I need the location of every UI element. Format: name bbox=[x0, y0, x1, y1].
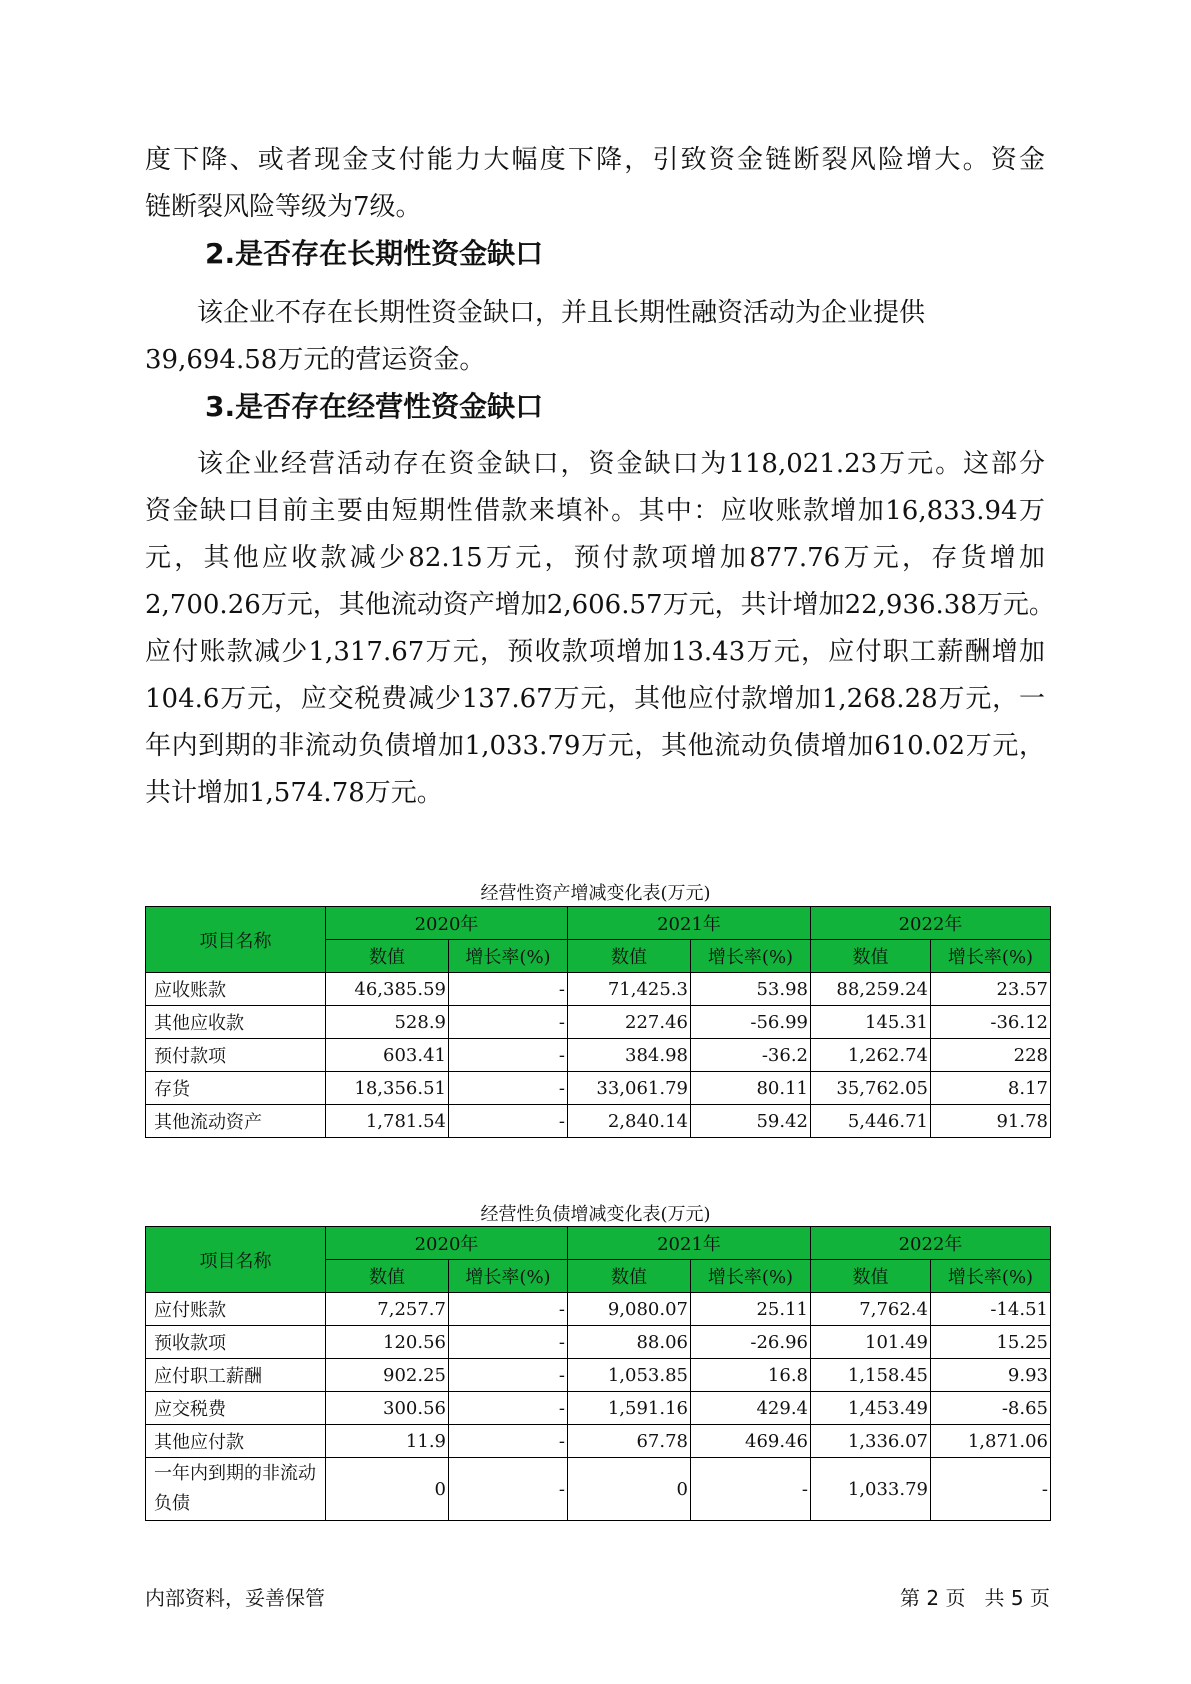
cell-value: 9,080.07 bbox=[568, 1293, 691, 1326]
cell-value: 46,385.59 bbox=[326, 973, 449, 1006]
header-growth-rate: 增长率(%) bbox=[931, 940, 1051, 973]
cell-growth-rate: - bbox=[449, 973, 568, 1006]
cell-growth-rate: 16.8 bbox=[691, 1359, 811, 1392]
cell-growth-rate: - bbox=[449, 1105, 568, 1138]
text-line: 链断裂风险等级为7级。 bbox=[145, 192, 422, 222]
cell-value: 2,840.14 bbox=[568, 1105, 691, 1138]
row-item-name: 应交税费 bbox=[146, 1392, 326, 1425]
header-value: 数值 bbox=[811, 1260, 931, 1293]
paragraph-operating-gap bbox=[145, 441, 1055, 817]
cell-value: 67.78 bbox=[568, 1425, 691, 1458]
cell-value: 33,061.79 bbox=[568, 1072, 691, 1105]
cell-value: 0 bbox=[326, 1458, 449, 1521]
header-year: 2022年 bbox=[811, 1227, 1051, 1260]
text-line: 2,700.26万元，其他流动资产增加2,606.57万元，共计增加22,936.38万元。 bbox=[145, 590, 1055, 620]
header-year: 2021年 bbox=[568, 1227, 811, 1260]
cell-growth-rate: 1,871.06 bbox=[931, 1425, 1051, 1458]
paragraph-risk-summary bbox=[145, 137, 1045, 231]
table-row bbox=[146, 1293, 1051, 1326]
header-value: 数值 bbox=[811, 940, 931, 973]
cell-value: 5,446.71 bbox=[811, 1105, 931, 1138]
cell-value: 120.56 bbox=[326, 1326, 449, 1359]
cell-growth-rate: - bbox=[449, 1359, 568, 1392]
cell-value: 1,033.79 bbox=[811, 1458, 931, 1521]
cell-value: 1,453.49 bbox=[811, 1392, 931, 1425]
cell-growth-rate: - bbox=[449, 1293, 568, 1326]
cell-growth-rate: - bbox=[691, 1458, 811, 1521]
cell-growth-rate: -36.12 bbox=[931, 1006, 1051, 1039]
table-header-row bbox=[146, 907, 1051, 940]
cell-value: 1,262.74 bbox=[811, 1039, 931, 1072]
cell-growth-rate: 53.98 bbox=[691, 973, 811, 1006]
header-item-name: 项目名称 bbox=[146, 1227, 326, 1293]
cell-growth-rate: 91.78 bbox=[931, 1105, 1051, 1138]
cell-growth-rate: - bbox=[449, 1326, 568, 1359]
text-line: 年内到期的非流动负债增加1,033.79万元，其他流动负债增加610.02万元， bbox=[145, 731, 1045, 761]
cell-growth-rate: - bbox=[449, 1392, 568, 1425]
table-operating-assets bbox=[145, 906, 1051, 1138]
cell-growth-rate: -26.96 bbox=[691, 1326, 811, 1359]
header-value: 数值 bbox=[326, 940, 449, 973]
row-item-name: 其他应收款 bbox=[146, 1006, 326, 1039]
cell-value: 603.41 bbox=[326, 1039, 449, 1072]
cell-value: 18,356.51 bbox=[326, 1072, 449, 1105]
row-item-name: 其他应付款 bbox=[146, 1425, 326, 1458]
section-heading-long-term-gap: 2.是否存在长期性资金缺口 bbox=[205, 237, 544, 270]
cell-value: 88.06 bbox=[568, 1326, 691, 1359]
section-heading-operating-gap: 3.是否存在经营性资金缺口 bbox=[205, 390, 544, 423]
header-value: 数值 bbox=[568, 1260, 691, 1293]
header-item-name: 项目名称 bbox=[146, 907, 326, 973]
header-growth-rate: 增长率(%) bbox=[931, 1260, 1051, 1293]
cell-value: 1,053.85 bbox=[568, 1359, 691, 1392]
text-line: 该企业经营活动存在资金缺口，资金缺口为118,021.23万元。这部分 bbox=[197, 449, 1045, 479]
text-line: 应付账款减少1,317.67万元，预收款项增加13.43万元，应付职工薪酬增加 bbox=[145, 637, 1045, 667]
cell-value: 902.25 bbox=[326, 1359, 449, 1392]
table-row bbox=[146, 1006, 1051, 1039]
text-line: 元，其他应收款减少82.15万元，预付款项增加877.76万元，存货增加 bbox=[145, 543, 1045, 573]
header-value: 数值 bbox=[568, 940, 691, 973]
cell-value: 145.31 bbox=[811, 1006, 931, 1039]
header-year: 2020年 bbox=[326, 1227, 568, 1260]
text-line: 度下降、或者现金支付能力大幅度下降，引致资金链断裂风险增大。资金 bbox=[145, 145, 1045, 175]
footer-confidential-note: 内部资料，妥善保管 bbox=[145, 1586, 325, 1610]
row-item-name: 应付职工薪酬 bbox=[146, 1359, 326, 1392]
cell-value: 227.46 bbox=[568, 1006, 691, 1039]
cell-growth-rate: 228 bbox=[931, 1039, 1051, 1072]
header-growth-rate: 增长率(%) bbox=[691, 1260, 811, 1293]
row-item-name: 应收账款 bbox=[146, 973, 326, 1006]
cell-value: 1,336.07 bbox=[811, 1425, 931, 1458]
table-row bbox=[146, 973, 1051, 1006]
header-growth-rate: 增长率(%) bbox=[449, 940, 568, 973]
cell-value: 88,259.24 bbox=[811, 973, 931, 1006]
cell-growth-rate: 469.46 bbox=[691, 1425, 811, 1458]
row-item-name: 预收款项 bbox=[146, 1326, 326, 1359]
footer-page-number: 第 2 页 共 5 页 bbox=[900, 1586, 1050, 1610]
table-row bbox=[146, 1359, 1051, 1392]
header-growth-rate: 增长率(%) bbox=[691, 940, 811, 973]
cell-value: 7,762.4 bbox=[811, 1293, 931, 1326]
cell-growth-rate: - bbox=[449, 1039, 568, 1072]
cell-growth-rate: - bbox=[449, 1425, 568, 1458]
cell-value: 1,781.54 bbox=[326, 1105, 449, 1138]
cell-growth-rate: - bbox=[931, 1458, 1051, 1521]
cell-value: 384.98 bbox=[568, 1039, 691, 1072]
header-year: 2022年 bbox=[811, 907, 1051, 940]
text-line: 该企业不存在长期性资金缺口，并且长期性融资活动为企业提供 bbox=[197, 298, 926, 328]
cell-growth-rate: -36.2 bbox=[691, 1039, 811, 1072]
cell-growth-rate: -8.65 bbox=[931, 1392, 1051, 1425]
header-year: 2020年 bbox=[326, 907, 568, 940]
cell-growth-rate: 23.57 bbox=[931, 973, 1051, 1006]
cell-value: 528.9 bbox=[326, 1006, 449, 1039]
table-row bbox=[146, 1105, 1051, 1138]
row-item-name: 存货 bbox=[146, 1072, 326, 1105]
cell-growth-rate: 15.25 bbox=[931, 1326, 1051, 1359]
text-line: 共计增加1,574.78万元。 bbox=[145, 778, 443, 808]
cell-value: 7,257.7 bbox=[326, 1293, 449, 1326]
cell-value: 1,591.16 bbox=[568, 1392, 691, 1425]
row-item-name: 应付账款 bbox=[146, 1293, 326, 1326]
cell-growth-rate: - bbox=[449, 1458, 568, 1521]
header-value: 数值 bbox=[326, 1260, 449, 1293]
paragraph-long-term-gap bbox=[145, 290, 1045, 384]
cell-value: 35,762.05 bbox=[811, 1072, 931, 1105]
cell-value: 11.9 bbox=[326, 1425, 449, 1458]
table-row bbox=[146, 1425, 1051, 1458]
table-row bbox=[146, 1326, 1051, 1359]
table-caption-assets: 经营性资产增减变化表(万元) bbox=[480, 883, 711, 904]
cell-growth-rate: 25.11 bbox=[691, 1293, 811, 1326]
table-row bbox=[146, 1072, 1051, 1105]
cell-value: 101.49 bbox=[811, 1326, 931, 1359]
cell-value: 0 bbox=[568, 1458, 691, 1521]
cell-growth-rate: -56.99 bbox=[691, 1006, 811, 1039]
text-line: 资金缺口目前主要由短期性借款来填补。其中：应收账款增加16,833.94万 bbox=[145, 496, 1045, 526]
cell-value: 1,158.45 bbox=[811, 1359, 931, 1392]
header-growth-rate: 增长率(%) bbox=[449, 1260, 568, 1293]
cell-growth-rate: 80.11 bbox=[691, 1072, 811, 1105]
table-operating-liabilities bbox=[145, 1226, 1051, 1521]
cell-growth-rate: -14.51 bbox=[931, 1293, 1051, 1326]
row-item-name: 一年内到期的非流动负债 bbox=[146, 1458, 326, 1521]
table-row bbox=[146, 1039, 1051, 1072]
cell-growth-rate: 9.93 bbox=[931, 1359, 1051, 1392]
table-header-row bbox=[146, 1227, 1051, 1260]
row-item-name: 预付款项 bbox=[146, 1039, 326, 1072]
header-year: 2021年 bbox=[568, 907, 811, 940]
text-line: 104.6万元，应交税费减少137.67万元，其他应付款增加1,268.28万元，一 bbox=[145, 684, 1045, 714]
cell-growth-rate: 8.17 bbox=[931, 1072, 1051, 1105]
cell-value: 300.56 bbox=[326, 1392, 449, 1425]
table-row bbox=[146, 1392, 1051, 1425]
table-caption-liabilities: 经营性负债增减变化表(万元) bbox=[480, 1204, 711, 1225]
cell-growth-rate: 59.42 bbox=[691, 1105, 811, 1138]
cell-growth-rate: 429.4 bbox=[691, 1392, 811, 1425]
cell-value: 71,425.3 bbox=[568, 973, 691, 1006]
text-line: 39,694.58万元的营运资金。 bbox=[145, 345, 486, 375]
cell-growth-rate: - bbox=[449, 1072, 568, 1105]
cell-growth-rate: - bbox=[449, 1006, 568, 1039]
row-item-name: 其他流动资产 bbox=[146, 1105, 326, 1138]
table-row bbox=[146, 1458, 1051, 1521]
